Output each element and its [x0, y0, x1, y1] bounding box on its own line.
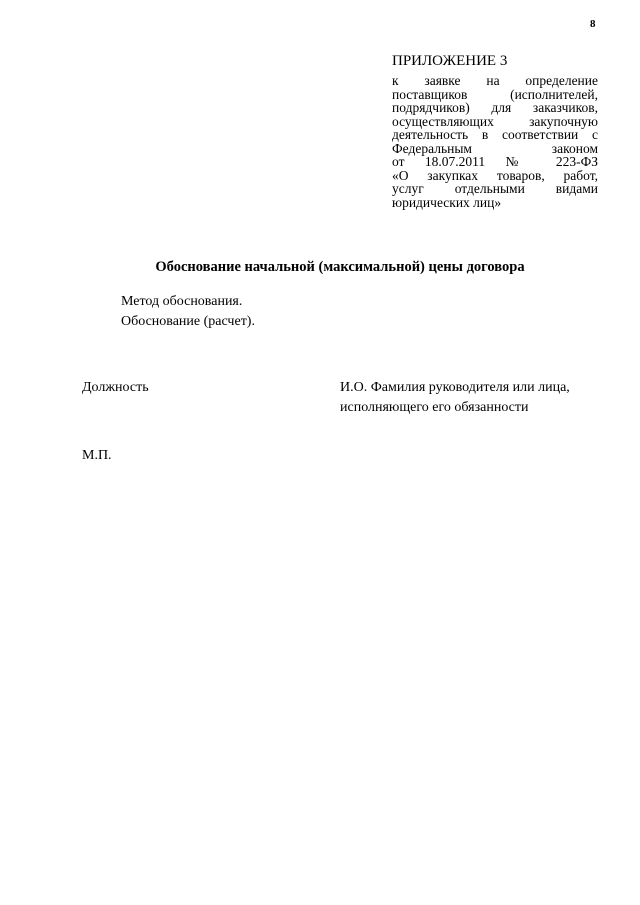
appendix-title: ПРИЛОЖЕНИЕ 3	[392, 53, 508, 69]
appendix-line: Федеральным законом	[392, 140, 598, 156]
appendix-body	[392, 74, 598, 209]
justification-label: Обоснование (расчет).	[121, 314, 255, 329]
appendix-line: к заявке на определение	[392, 73, 598, 88]
appendix-line: осуществляющих закупочную	[392, 113, 598, 129]
appendix-line: поставщиков (исполнителей,	[392, 86, 598, 102]
document-title: Обоснование начальной (максимальной) цены договора	[155, 259, 525, 275]
appendix-line: от 18.07.2011 № 223-ФЗ	[392, 154, 598, 169]
method-section	[121, 292, 255, 332]
seal-label: М.П.	[82, 448, 112, 463]
appendix-line: подрядчиков) для заказчиков,	[392, 100, 598, 115]
signer-name-line: И.О. Фамилия руководителя или лица,	[340, 380, 570, 395]
signer-block	[340, 378, 570, 418]
appendix-line: услуг отдельными видами	[392, 181, 598, 196]
appendix-line: деятельность в соответствии с	[392, 127, 598, 142]
page-number: 8	[590, 18, 596, 30]
position-label: Должность	[82, 380, 149, 395]
appendix-block	[392, 52, 598, 209]
signer-role-line: исполняющего его обязанности	[340, 400, 529, 415]
appendix-line: «О закупках товаров, работ,	[392, 167, 598, 183]
appendix-line: юридических лиц»	[392, 194, 502, 210]
method-label: Метод обоснования.	[121, 294, 243, 309]
